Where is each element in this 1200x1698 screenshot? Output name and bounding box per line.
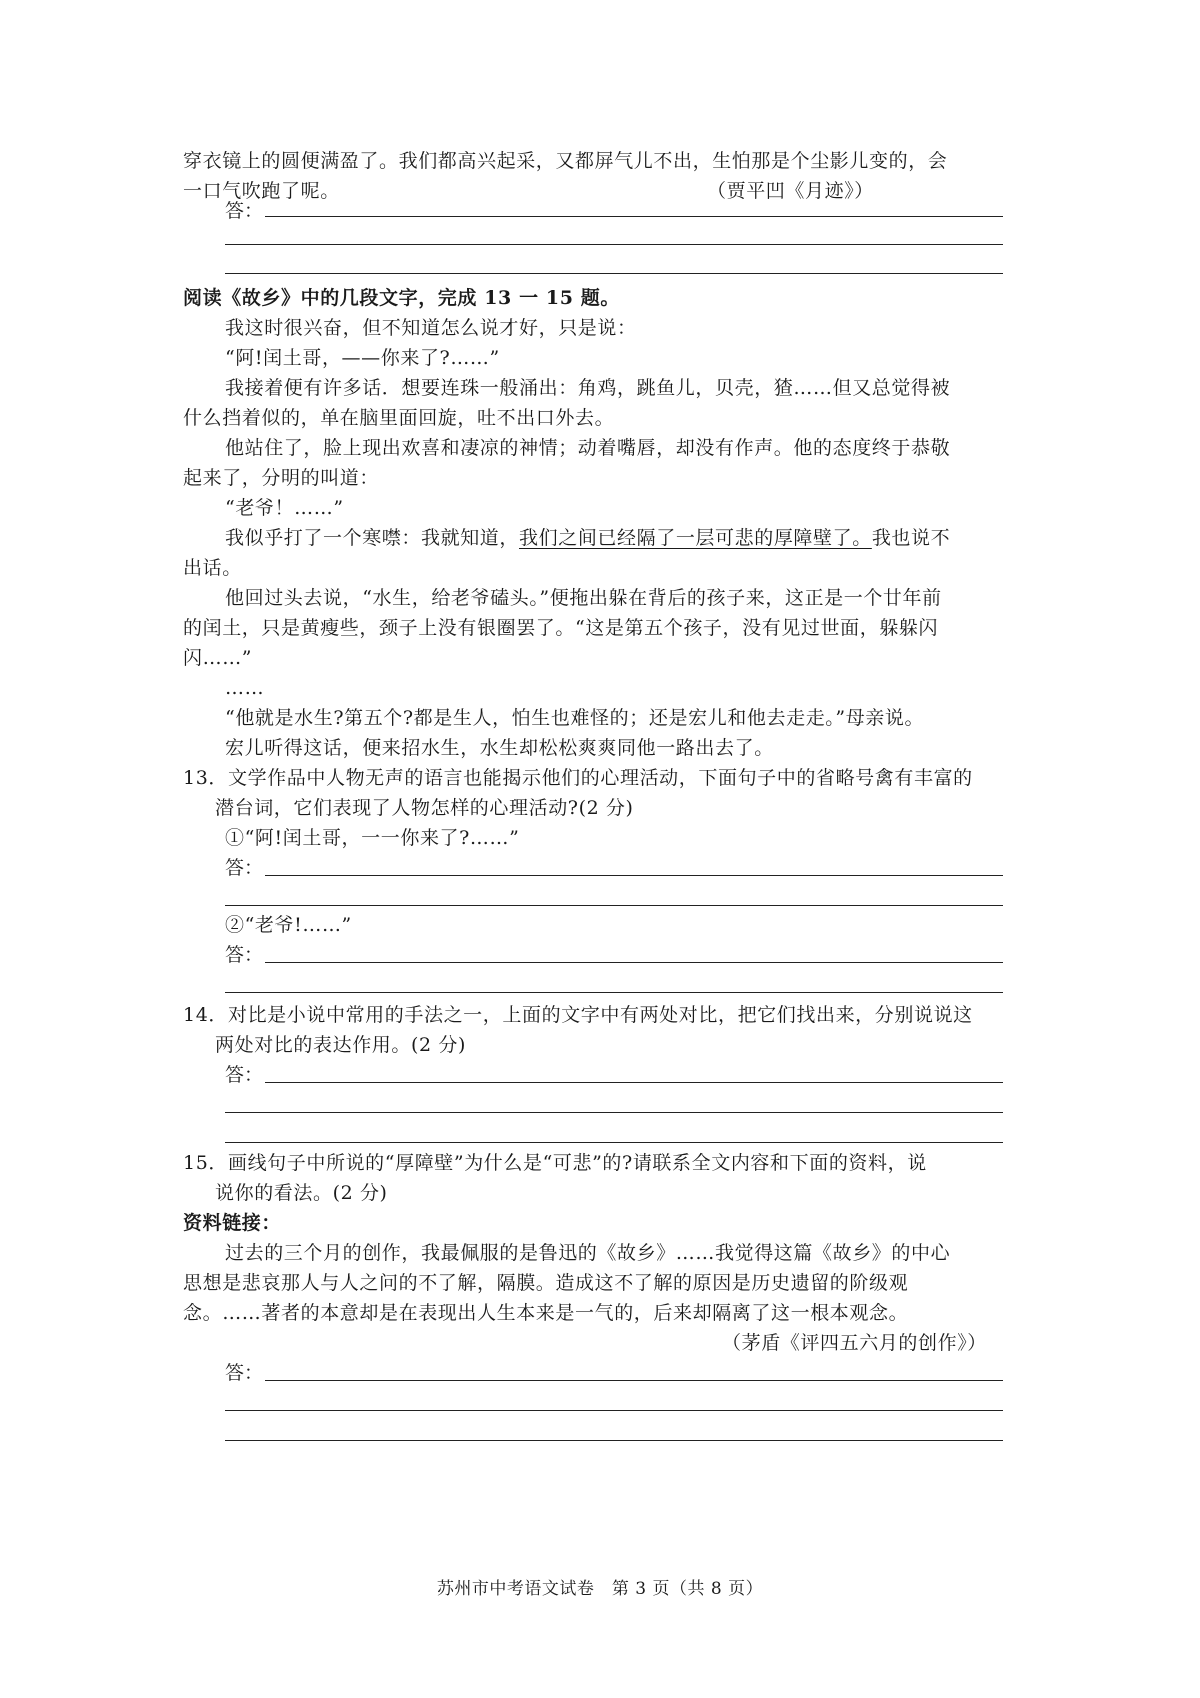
answer-line[interactable] bbox=[265, 875, 1003, 876]
passage-line: 他回过头去说，“水生，给老爷磕头。”便拖出躲在背后的孩子来，这正是一个廿年前 bbox=[225, 587, 942, 609]
answer-label: 答： bbox=[225, 1362, 264, 1384]
section-title: 阅读《故乡》中的几段文字，完成 13 一 15 题。 bbox=[183, 287, 620, 309]
passage-line: 我接着便有许多话．想要连珠一般涌出：角鸡，跳鱼儿，贝壳，猹……但又总觉得被 bbox=[225, 377, 951, 399]
answer-line[interactable] bbox=[225, 1112, 1003, 1113]
question-15-cont: 说你的看法。(2 分) bbox=[215, 1182, 388, 1204]
question-13-item-1: ①“阿!闰土哥，一一你来了?……” bbox=[225, 827, 520, 849]
passage-line: 起来了，分明的叫道： bbox=[183, 467, 380, 489]
passage-line: 穿衣镜上的圆便满盈了。我们都高兴起采，又都屏气儿不出，生怕那是个尘影儿变的，会 bbox=[183, 150, 948, 172]
answer-label: 答： bbox=[225, 944, 264, 966]
passage-line: 他站住了，脸上现出欢喜和凄凉的神情；动着嘴唇，却没有作声。他的态度终于恭敬 bbox=[225, 437, 951, 459]
answer-line[interactable] bbox=[225, 1142, 1003, 1143]
answer-line[interactable] bbox=[265, 216, 1003, 217]
answer-line[interactable] bbox=[225, 273, 1003, 274]
answer-line[interactable] bbox=[265, 962, 1003, 963]
question-13-cont: 潜台词，它们表现了人物怎样的心理活动?(2 分) bbox=[215, 797, 634, 819]
answer-line[interactable] bbox=[225, 1440, 1003, 1441]
passage-line: 我这时很兴奋，但不知道怎么说才好，只是说： bbox=[225, 317, 637, 339]
question-15: 15．画线句子中所说的“厚障壁”为什么是“可悲”的?请联系全文内容和下面的资料，说 bbox=[183, 1152, 927, 1174]
material-link-title: 资料链接： bbox=[183, 1212, 282, 1234]
answer-line[interactable] bbox=[225, 244, 1003, 245]
passage-line: 闪……” bbox=[183, 647, 253, 669]
material-line: 过去的三个月的创作，我最佩服的是鲁迅的《故乡》……我觉得这篇《故乡》的中心 bbox=[225, 1242, 951, 1264]
passage-line: “老爷！……” bbox=[225, 497, 344, 519]
passage-line: …… bbox=[225, 677, 265, 699]
answer-line[interactable] bbox=[265, 1082, 1003, 1083]
answer-line[interactable] bbox=[265, 1380, 1003, 1381]
passage-line: 什么挡着似的，单在脑里面回旋，吐不出口外去。 bbox=[183, 407, 615, 429]
passage-text: 我似乎打了一个寒噤：我就知道， bbox=[225, 527, 520, 549]
page-footer: 苏州市中考语文试卷 第 3 页（共 8 页） bbox=[436, 1579, 764, 1599]
passage-line: “阿!闰土哥，——你来了?……” bbox=[225, 347, 500, 369]
passage-line: “他就是水生?第五个?都是生人，怕生也难怪的；还是宏儿和他去走走。”母亲说。 bbox=[225, 707, 925, 729]
passage-line: 宏儿听得这话，便来招水生，水生却松松爽爽同他一路出去了。 bbox=[225, 737, 774, 759]
question-13: 13．文学作品中人物无声的语言也能揭示他们的心理活动，下面句子中的省略号禽有丰富的 bbox=[183, 767, 973, 789]
passage-line bbox=[225, 523, 950, 553]
passage-line: 的闰土，只是黄瘦些，颈子上没有银圈罢了。“这是第五个孩子，没有见过世面，躲躲闪 bbox=[183, 617, 939, 639]
material-line: 念。……著者的本意却是在表现出人生本来是一气的，后来却隔离了这一根本观念。 bbox=[183, 1302, 909, 1324]
answer-label: 答： bbox=[225, 857, 264, 879]
underlined-sentence: 我们之间已经隔了一层可悲的厚障壁了。 bbox=[519, 527, 872, 549]
material-line: 思想是悲哀那人与人之问的不了解，隔膜。造成这不了解的原因是历史遗留的阶级观 bbox=[183, 1272, 909, 1294]
answer-line[interactable] bbox=[225, 992, 1003, 993]
answer-label: 答： bbox=[225, 200, 264, 222]
passage-line: 出话。 bbox=[183, 557, 242, 579]
question-13-item-2: ②“老爷!……” bbox=[225, 914, 352, 936]
material-source: （茅盾《评四五六月的创作》） bbox=[722, 1332, 987, 1354]
passage-line: 一口气吹跑了呢。 bbox=[183, 180, 340, 202]
passage-source: （贾平凹《月迹》） bbox=[707, 180, 874, 202]
answer-line[interactable] bbox=[225, 1410, 1003, 1411]
answer-line[interactable] bbox=[225, 905, 1003, 906]
answer-label: 答： bbox=[225, 1064, 264, 1086]
question-14-cont: 两处对比的表达作用。(2 分) bbox=[215, 1034, 466, 1056]
passage-text: 我也说不 bbox=[871, 527, 951, 549]
question-14: 14．对比是小说中常用的手法之一，上面的文字中有两处对比，把它们找出来，分别说说这 bbox=[183, 1004, 973, 1026]
